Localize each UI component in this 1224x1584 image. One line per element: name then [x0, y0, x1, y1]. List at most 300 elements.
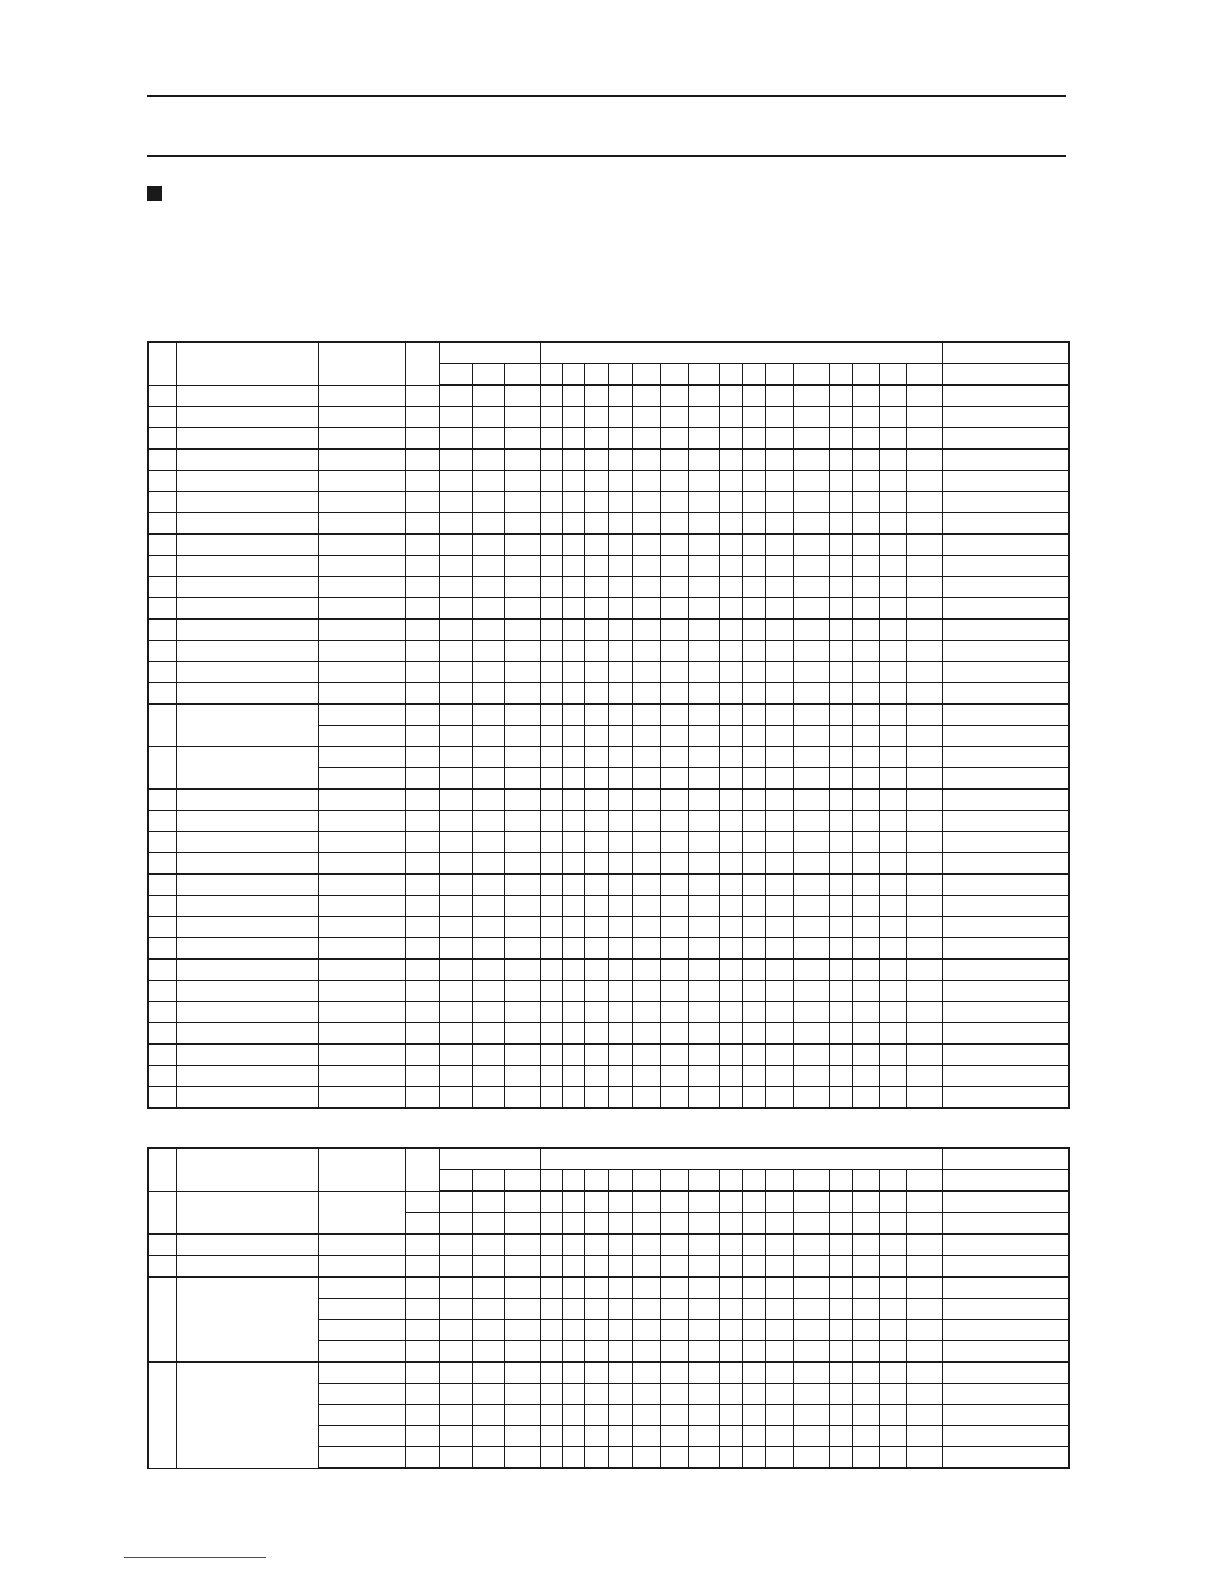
table-cell [719, 1384, 742, 1405]
table-cell [906, 1320, 942, 1341]
table-cell [765, 428, 793, 450]
table-cell [176, 598, 318, 620]
table-cell [504, 1234, 540, 1256]
table-row [148, 492, 1069, 513]
table-cell [318, 1426, 405, 1447]
table-cell [906, 1362, 942, 1384]
table-cell [562, 874, 584, 896]
table-cell [660, 1447, 688, 1469]
table-cell [472, 1277, 504, 1299]
table-cell [688, 1384, 719, 1405]
table-cell [176, 811, 318, 832]
table-cell [688, 853, 719, 875]
table-cell [829, 513, 852, 535]
table-cell [660, 789, 688, 811]
subheader-cell [540, 364, 562, 386]
table-cell [688, 428, 719, 450]
table-cell [472, 1405, 504, 1426]
table-cell [632, 1384, 660, 1405]
table-cell [608, 1087, 632, 1109]
table-cell [504, 385, 540, 407]
table-cell [504, 896, 540, 917]
table-cell [852, 1362, 879, 1384]
table-cell [472, 938, 504, 960]
table-cell [608, 428, 632, 450]
table-cell [742, 704, 765, 726]
table-cell [562, 747, 584, 768]
table-cell [942, 1362, 1069, 1384]
table-cell [906, 959, 942, 981]
table-cell [688, 1341, 719, 1363]
table-cell [765, 1320, 793, 1341]
table-cell [829, 619, 852, 641]
table-cell [906, 1066, 942, 1087]
table-cell [632, 917, 660, 938]
subheader-cell [632, 364, 660, 386]
table-cell [765, 1256, 793, 1278]
table-cell [688, 811, 719, 832]
table-cell [852, 641, 879, 662]
table-cell [906, 407, 942, 428]
table-cell [688, 1066, 719, 1087]
table-cell [472, 917, 504, 938]
table-cell [562, 385, 584, 407]
table-cell [562, 1299, 584, 1320]
table-cell [318, 1002, 405, 1023]
table-cell [176, 662, 318, 683]
merged-cell [176, 1191, 318, 1234]
table-cell [879, 407, 906, 428]
merged-cell [148, 704, 176, 747]
subheader-cell [719, 364, 742, 386]
table-cell [742, 917, 765, 938]
table-cell [879, 662, 906, 683]
table-cell [632, 577, 660, 598]
table-cell [540, 1384, 562, 1405]
table-cell [405, 896, 439, 917]
table-cell [742, 1191, 765, 1213]
table-cell [608, 1320, 632, 1341]
table-cell [608, 1066, 632, 1087]
table-cell [148, 853, 176, 875]
table-cell [942, 1234, 1069, 1256]
table-cell [829, 385, 852, 407]
table-cell [879, 1087, 906, 1109]
table-cell [439, 1384, 472, 1405]
table-cell [829, 1213, 852, 1235]
table-cell [719, 449, 742, 471]
table-cell [148, 832, 176, 853]
table-cell [562, 556, 584, 577]
table-cell [608, 1299, 632, 1320]
table-cell [660, 1044, 688, 1066]
table-cell [719, 1277, 742, 1299]
table-cell [688, 598, 719, 620]
table-cell [879, 1341, 906, 1363]
table-cell [608, 1002, 632, 1023]
table-cell [793, 1320, 829, 1341]
table-cell [688, 1002, 719, 1023]
table-cell [405, 1277, 439, 1299]
table-cell [906, 556, 942, 577]
table-cell [439, 768, 472, 790]
table-cell [719, 1002, 742, 1023]
table-cell [852, 1234, 879, 1256]
merged-cell [148, 1191, 176, 1234]
table-cell [765, 1299, 793, 1320]
table-cell [879, 726, 906, 747]
header-cell [176, 342, 318, 385]
table-cell [942, 1341, 1069, 1363]
table-cell [942, 556, 1069, 577]
table-cell [148, 534, 176, 556]
table-cell [852, 598, 879, 620]
table-cell [765, 704, 793, 726]
table-cell [472, 1002, 504, 1023]
table-cell [148, 598, 176, 620]
table-cell [660, 938, 688, 960]
table-cell [765, 577, 793, 598]
table-cell [660, 917, 688, 938]
table-cell [660, 1277, 688, 1299]
table-cell [688, 1277, 719, 1299]
table-cell [719, 726, 742, 747]
table-cell [405, 556, 439, 577]
table-cell [942, 1023, 1069, 1045]
table-cell [765, 768, 793, 790]
table-cell [439, 428, 472, 450]
table-cell [318, 1023, 405, 1045]
table-cell [562, 1384, 584, 1405]
table-cell [852, 407, 879, 428]
table-cell [472, 492, 504, 513]
table-cell [852, 789, 879, 811]
table-cell [540, 683, 562, 705]
table-cell [719, 811, 742, 832]
header-cell [176, 1148, 318, 1191]
table-cell [906, 1087, 942, 1109]
table-cell [584, 1320, 608, 1341]
table-cell [540, 428, 562, 450]
table-cell [942, 513, 1069, 535]
table-cell [318, 1299, 405, 1320]
table-cell [719, 492, 742, 513]
table-cell [906, 1234, 942, 1256]
table-cell [318, 598, 405, 620]
table-cell [632, 1002, 660, 1023]
table-cell [318, 449, 405, 471]
table-cell [942, 619, 1069, 641]
table-cell [829, 1426, 852, 1447]
table-cell [405, 938, 439, 960]
table-cell [540, 619, 562, 641]
table-cell [562, 1277, 584, 1299]
table-cell [632, 619, 660, 641]
table-cell [504, 1256, 540, 1278]
table-cell [439, 1341, 472, 1363]
table-cell [472, 683, 504, 705]
table-cell [742, 1234, 765, 1256]
table-cell [608, 747, 632, 768]
subheader-cell [829, 1170, 852, 1192]
table-cell [765, 1023, 793, 1045]
table-cell [742, 534, 765, 556]
table-cell [906, 1191, 942, 1213]
table-cell [439, 789, 472, 811]
table-cell [829, 811, 852, 832]
table-row [148, 938, 1069, 960]
table-cell [688, 513, 719, 535]
table-cell [852, 896, 879, 917]
table-cell [719, 1405, 742, 1426]
table-cell [852, 747, 879, 768]
table-cell [439, 1447, 472, 1469]
table-cell [540, 513, 562, 535]
table-cell [942, 1256, 1069, 1278]
table-cell [439, 1426, 472, 1447]
table-cell [472, 428, 504, 450]
table-cell [540, 1405, 562, 1426]
table-cell [439, 492, 472, 513]
table-cell [540, 981, 562, 1002]
table-cell [942, 938, 1069, 960]
table-cell [632, 1362, 660, 1384]
table-cell [318, 407, 405, 428]
table-cell [608, 832, 632, 853]
table-cell [504, 747, 540, 768]
table-cell [793, 428, 829, 450]
table-cell [742, 811, 765, 832]
table-cell [852, 726, 879, 747]
table-cell [439, 981, 472, 1002]
table-cell [608, 449, 632, 471]
table-cell [318, 981, 405, 1002]
table-cell [562, 428, 584, 450]
subheader-cell [906, 364, 942, 386]
table-cell [906, 1213, 942, 1235]
table-cell [829, 683, 852, 705]
table-cell [608, 471, 632, 492]
table-cell [504, 1299, 540, 1320]
table-cell [879, 1362, 906, 1384]
table-cell [176, 1044, 318, 1066]
table-cell [148, 1023, 176, 1045]
table-cell [793, 1426, 829, 1447]
table-cell [829, 1256, 852, 1278]
table-cell [562, 1426, 584, 1447]
table-cell [688, 938, 719, 960]
table-cell [584, 981, 608, 1002]
table-cell [765, 1213, 793, 1235]
table-cell [472, 449, 504, 471]
table-cell [688, 789, 719, 811]
table-cell [632, 747, 660, 768]
table-cell [906, 1405, 942, 1426]
table-cell [405, 683, 439, 705]
table-cell [660, 471, 688, 492]
table-cell [472, 471, 504, 492]
table-cell [742, 1066, 765, 1087]
table-cell [540, 726, 562, 747]
table-cell [765, 1234, 793, 1256]
table-cell [608, 768, 632, 790]
table-cell [148, 1066, 176, 1087]
table-cell [879, 1002, 906, 1023]
table-cell [942, 704, 1069, 726]
table-row [148, 981, 1069, 1002]
header-cell [942, 1148, 1069, 1170]
table-cell [608, 938, 632, 960]
table-cell [472, 789, 504, 811]
table-cell [608, 789, 632, 811]
table-cell [852, 938, 879, 960]
table-cell [439, 1277, 472, 1299]
table-cell [504, 981, 540, 1002]
table-cell [608, 619, 632, 641]
table-cell [879, 917, 906, 938]
table-cell [719, 832, 742, 853]
table-cell [608, 407, 632, 428]
table-cell [439, 917, 472, 938]
table-cell [584, 1256, 608, 1278]
table-cell [584, 641, 608, 662]
table-cell [742, 471, 765, 492]
table-cell [719, 1066, 742, 1087]
table-cell [608, 662, 632, 683]
table-cell [504, 641, 540, 662]
table-cell [562, 917, 584, 938]
table-cell [660, 598, 688, 620]
table-cell [148, 981, 176, 1002]
table-cell [608, 577, 632, 598]
table-cell [405, 1023, 439, 1045]
table-cell [148, 959, 176, 981]
table-cell [742, 726, 765, 747]
table-cell [439, 853, 472, 875]
table-cell [584, 1066, 608, 1087]
table-cell [540, 1234, 562, 1256]
table-header-row [148, 1148, 1069, 1170]
table-cell [584, 768, 608, 790]
table-cell [660, 683, 688, 705]
table-cell [793, 1384, 829, 1405]
table-cell [942, 874, 1069, 896]
table-cell [176, 896, 318, 917]
table-cell [584, 556, 608, 577]
table-cell [405, 619, 439, 641]
table-row [148, 789, 1069, 811]
table-cell [660, 1066, 688, 1087]
table-cell [829, 428, 852, 450]
table-cell [608, 1426, 632, 1447]
subheader-cell [879, 364, 906, 386]
table-cell [472, 768, 504, 790]
table-cell [504, 577, 540, 598]
table-cell [906, 896, 942, 917]
table-cell [584, 874, 608, 896]
table-cell [742, 747, 765, 768]
table-cell [765, 513, 793, 535]
header-cell [318, 342, 405, 385]
table-cell [829, 1299, 852, 1320]
table-cell [148, 938, 176, 960]
table-cell [660, 449, 688, 471]
footer-link-underline[interactable] [124, 1557, 266, 1558]
table-cell [504, 959, 540, 981]
table-cell [906, 704, 942, 726]
table-cell [742, 768, 765, 790]
table-cell [719, 1256, 742, 1278]
table-cell [540, 853, 562, 875]
table-cell [472, 1213, 504, 1235]
table-cell [318, 704, 405, 726]
table-cell [829, 471, 852, 492]
table-cell [608, 683, 632, 705]
table-cell [906, 577, 942, 598]
table-cell [562, 981, 584, 1002]
table-cell [829, 1362, 852, 1384]
table-cell [318, 492, 405, 513]
table-cell [793, 1405, 829, 1426]
table-cell [793, 1044, 829, 1066]
table-cell [879, 1234, 906, 1256]
table-cell [584, 1426, 608, 1447]
table-cell [439, 407, 472, 428]
table-cell [793, 747, 829, 768]
table-cell [405, 385, 439, 407]
table-cell [765, 1362, 793, 1384]
table-cell [632, 1447, 660, 1469]
table-cell [879, 1405, 906, 1426]
table-cell [632, 598, 660, 620]
table-cell [852, 577, 879, 598]
table-cell [688, 981, 719, 1002]
header-cell [148, 342, 176, 385]
table-cell [176, 1234, 318, 1256]
table-cell [879, 896, 906, 917]
table-cell [765, 1277, 793, 1299]
table-cell [632, 1320, 660, 1341]
subheader-cell [829, 364, 852, 386]
table-cell [472, 811, 504, 832]
table-cell [405, 1256, 439, 1278]
table-cell [562, 811, 584, 832]
table-cell [829, 577, 852, 598]
table-cell [608, 959, 632, 981]
table-cell [176, 407, 318, 428]
table-cell [879, 768, 906, 790]
table-cell [793, 1213, 829, 1235]
table-cell [879, 1044, 906, 1066]
table-cell [405, 1299, 439, 1320]
table-cell [439, 1362, 472, 1384]
table-cell [632, 853, 660, 875]
table-cell [540, 1320, 562, 1341]
table-cell [793, 1447, 829, 1469]
table-row [148, 619, 1069, 641]
table-cell [504, 1087, 540, 1109]
table-cell [942, 1087, 1069, 1109]
header-group-cell [439, 1148, 540, 1170]
table-cell [688, 556, 719, 577]
table-cell [148, 471, 176, 492]
table-cell [562, 683, 584, 705]
table-cell [318, 811, 405, 832]
table-cell [176, 449, 318, 471]
table-cell [540, 662, 562, 683]
table-cell [852, 471, 879, 492]
table-row [148, 1002, 1069, 1023]
